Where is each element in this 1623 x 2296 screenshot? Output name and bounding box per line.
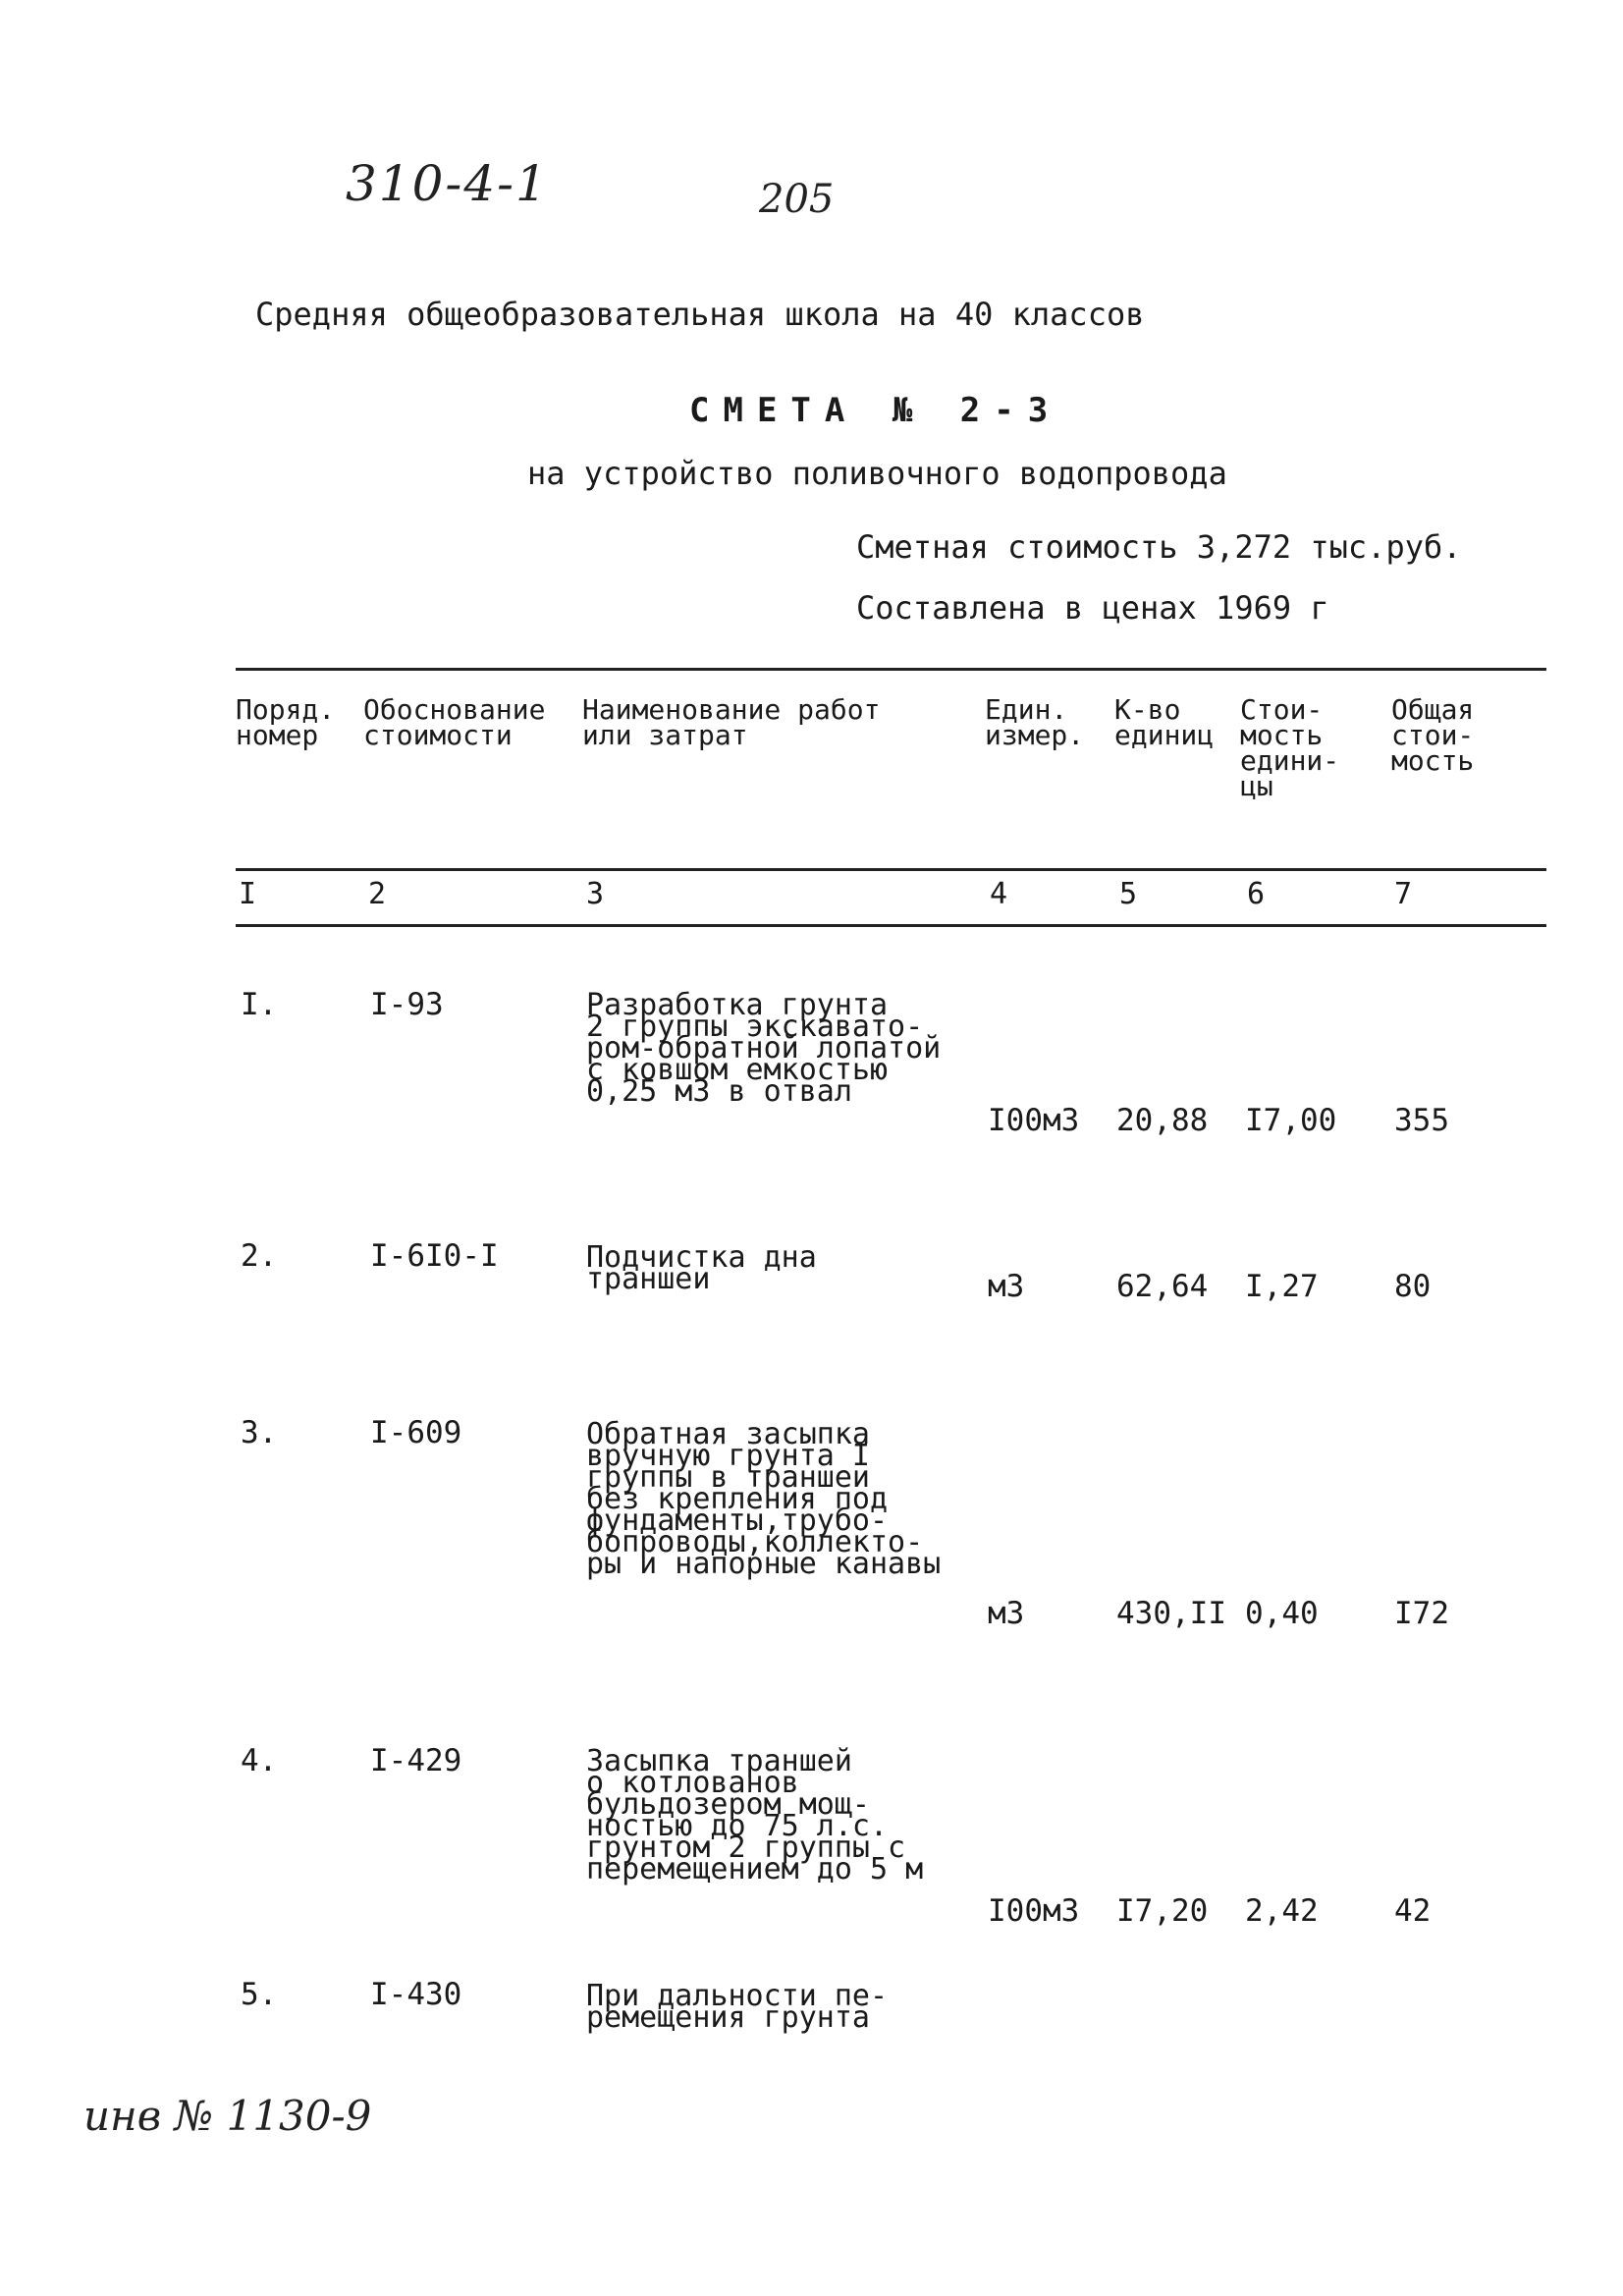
row-work-name: Засыпка траншей о котлованов бульдозером мощ- ностью до 75 л.с. грунтом 2 группы с перемещением до 5 м (586, 1744, 924, 1886)
estimate-subtitle: на устройство поливочного водопровода (527, 455, 1227, 492)
row-unit: I00м3 (988, 1893, 1080, 1929)
row-basis: I-430 (370, 1977, 462, 2012)
row-basis: I-93 (370, 987, 444, 1022)
price-basis: Составлена в ценах 1969 г (856, 589, 1329, 627)
row-unit-cost: I7,00 (1245, 1103, 1337, 1138)
row-number: I. (241, 987, 278, 1022)
column-number: I (239, 877, 257, 911)
column-number: 7 (1394, 877, 1413, 911)
row-number: 5. (241, 1977, 278, 2012)
table-top-rule (236, 668, 1546, 671)
row-quantity: 62,64 (1116, 1269, 1209, 1304)
row-total: 355 (1394, 1103, 1449, 1138)
row-work-name: При дальности пе- ремещения грунта (586, 1979, 889, 2035)
row-total: I72 (1394, 1596, 1449, 1631)
row-total: 80 (1394, 1269, 1432, 1304)
row-unit: м3 (988, 1269, 1025, 1304)
row-number: 4. (241, 1743, 278, 1778)
row-unit: I00м3 (988, 1103, 1080, 1138)
row-unit-cost: I,27 (1245, 1269, 1319, 1304)
page-number: 205 (759, 177, 835, 222)
row-unit-cost: 0,40 (1245, 1596, 1319, 1631)
row-number: 2. (241, 1238, 278, 1274)
estimate-title: СМЕТА № 2-3 (689, 391, 1062, 430)
row-unit-cost: 2,42 (1245, 1893, 1319, 1929)
row-work-name: Обратная засыпка вручную грунта I группы в траншеи без крепления под фундаменты,трубо- бопроводы,коллекто- ры и напорные канавы (586, 1417, 942, 1581)
row-quantity: 20,88 (1116, 1103, 1209, 1138)
column-number: 3 (586, 877, 605, 911)
column-header-quantity: К-во единиц (1114, 693, 1215, 751)
row-number: 3. (241, 1415, 278, 1450)
row-basis: I-429 (370, 1743, 462, 1778)
table-header-rule (236, 868, 1546, 871)
column-header-name: Наименование работ или затрат (582, 693, 881, 751)
row-quantity: 430,II (1116, 1596, 1226, 1631)
column-header-unit: Един. измер. (985, 693, 1085, 751)
column-header-number: Поряд. номер (236, 693, 336, 751)
column-header-unit-cost: Стои- мость едини- цы (1240, 693, 1340, 802)
column-number: 5 (1119, 877, 1138, 911)
column-header-basis: Обоснование стоимости (363, 693, 546, 751)
row-basis: I-6I0-I (370, 1238, 499, 1274)
estimated-cost: Сметная стоимость 3,272 тыс.руб. (856, 528, 1462, 566)
inventory-number: инв № 1130-9 (83, 2092, 372, 2140)
row-basis: I-609 (370, 1415, 462, 1450)
row-unit: м3 (988, 1596, 1025, 1631)
row-quantity: I7,20 (1116, 1893, 1209, 1929)
column-number: 6 (1247, 877, 1266, 911)
row-work-name: Подчистка дна траншеи (586, 1240, 817, 1296)
column-header-total: Общая стои- мость (1391, 693, 1475, 777)
row-work-name: Разработка грунта 2 группы экскавато- ром-обратной лопатой с ковшом емкостью 0,25 м3 в отвал (586, 988, 942, 1109)
column-number: 2 (368, 877, 387, 911)
school-name: Средняя общеобразовательная школа на 40 классов (255, 296, 1145, 333)
column-number: 4 (990, 877, 1008, 911)
document-code: 310-4-1 (346, 155, 549, 212)
table-colnum-rule (236, 924, 1546, 927)
row-total: 42 (1394, 1893, 1432, 1929)
